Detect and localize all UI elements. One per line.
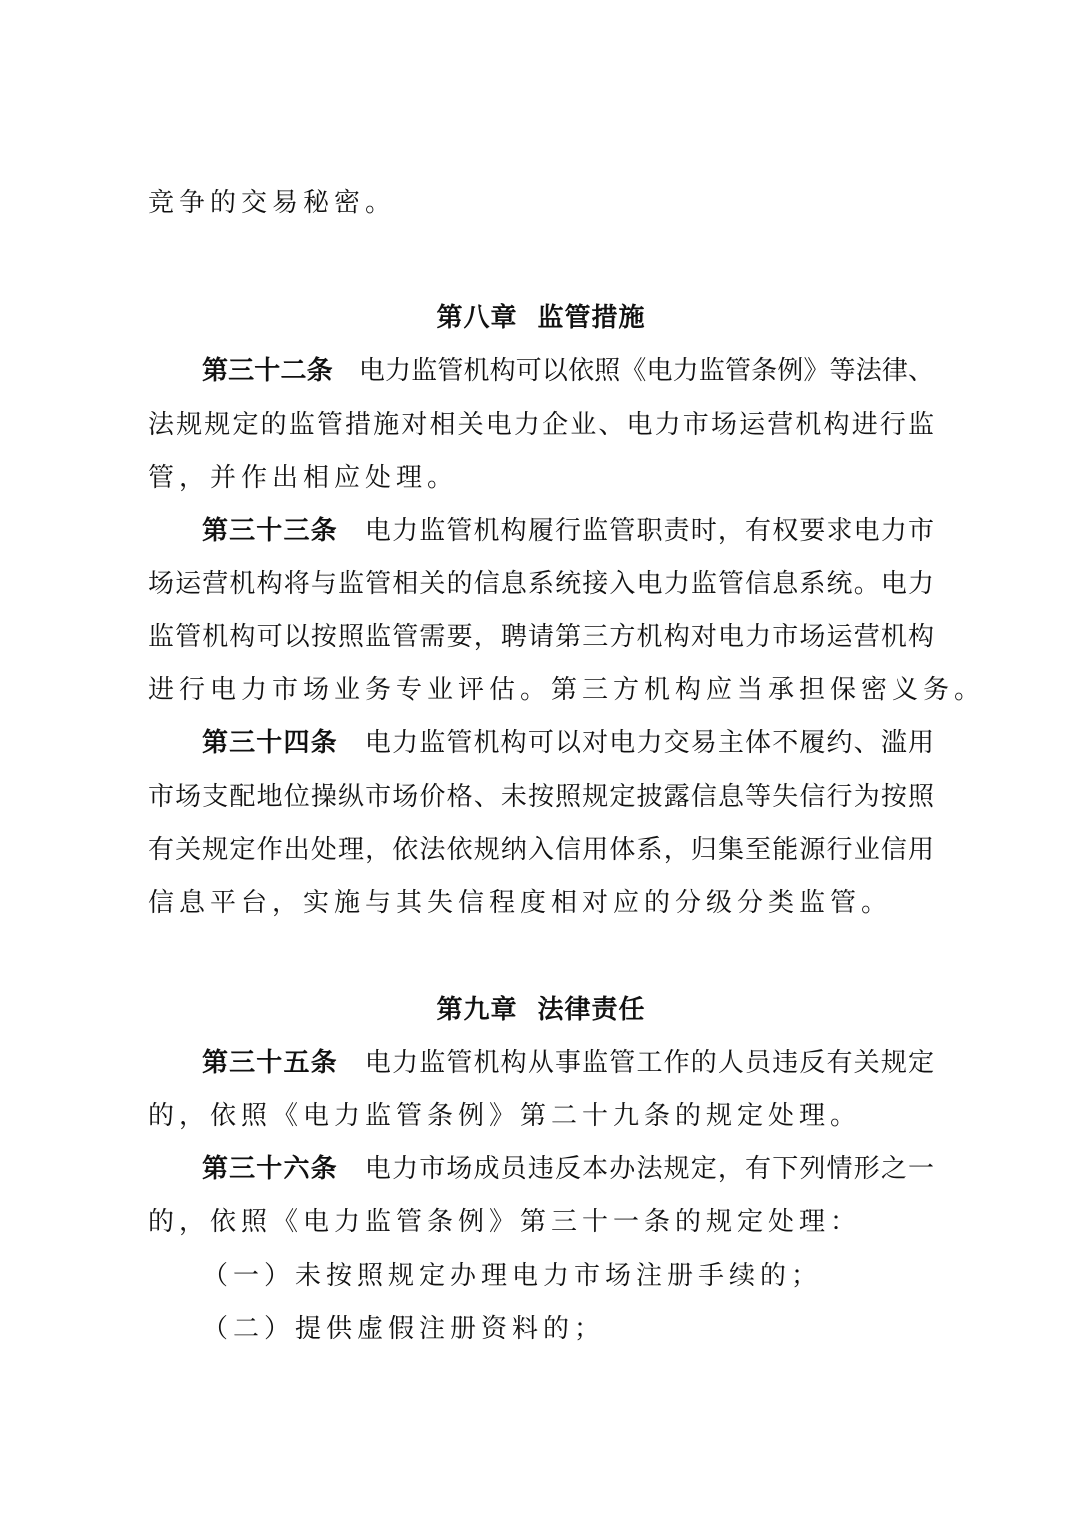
article-text: 进行电力市场业务专业评估。第三方机构应当承担保密义务。 xyxy=(148,675,986,705)
article-label: 第三十五条 xyxy=(202,1048,338,1078)
article-text: 电力市场成员违反本办法规定，有下列情形之一 xyxy=(363,1154,934,1184)
article-text: 电力监管机构可以对电力交易主体不履约、滥用 xyxy=(363,728,934,758)
article-text: 电力监管机构可以依照《电力监管条例》等法律、 xyxy=(358,356,934,386)
article-text: 有关规定作出处理，依法依规纳入信用体系，归集至能源行业信用 xyxy=(148,835,934,865)
article-label: 第三十六条 xyxy=(202,1154,338,1184)
chapter-heading-8: 第八章 监管措施 xyxy=(436,303,646,333)
article-text: 信息平台，实施与其失信程度相对应的分级分类监管。 xyxy=(148,888,893,918)
article-text: 场运营机构将与监管相关的信息系统接入电力监管信息系统。电力 xyxy=(148,569,934,599)
article-text: 电力监管机构从事监管工作的人员违反有关规定 xyxy=(363,1048,934,1078)
list-item: （二）提供虚假注册资料的； xyxy=(202,1314,606,1344)
article-text: 管，并作出相应处理。 xyxy=(148,463,459,493)
article-label: 第三十三条 xyxy=(202,516,338,546)
article-text: 的，依照《电力监管条例》第三十一条的规定处理： xyxy=(148,1207,862,1237)
article-text: 法规规定的监管措施对相关电力企业、电力市场运营机构进行监 xyxy=(148,410,934,440)
paragraph-continuation: 竞争的交易秘密。 xyxy=(148,188,397,218)
chapter-heading-9: 第九章 法律责任 xyxy=(436,995,646,1025)
article-text: 市场支配地位操纵市场价格、未按照规定披露信息等失信行为按照 xyxy=(148,782,934,812)
article-text: 的，依照《电力监管条例》第二十九条的规定处理。 xyxy=(148,1101,862,1131)
list-item: （一）未按照规定办理电力市场注册手续的； xyxy=(202,1261,823,1291)
article-label: 第三十二条 xyxy=(202,356,333,386)
article-text: 电力监管机构履行监管职责时，有权要求电力市 xyxy=(363,516,934,546)
article-label: 第三十四条 xyxy=(202,728,338,758)
article-text: 监管机构可以按照监管需要，聘请第三方机构对电力市场运营机构 xyxy=(148,622,934,652)
